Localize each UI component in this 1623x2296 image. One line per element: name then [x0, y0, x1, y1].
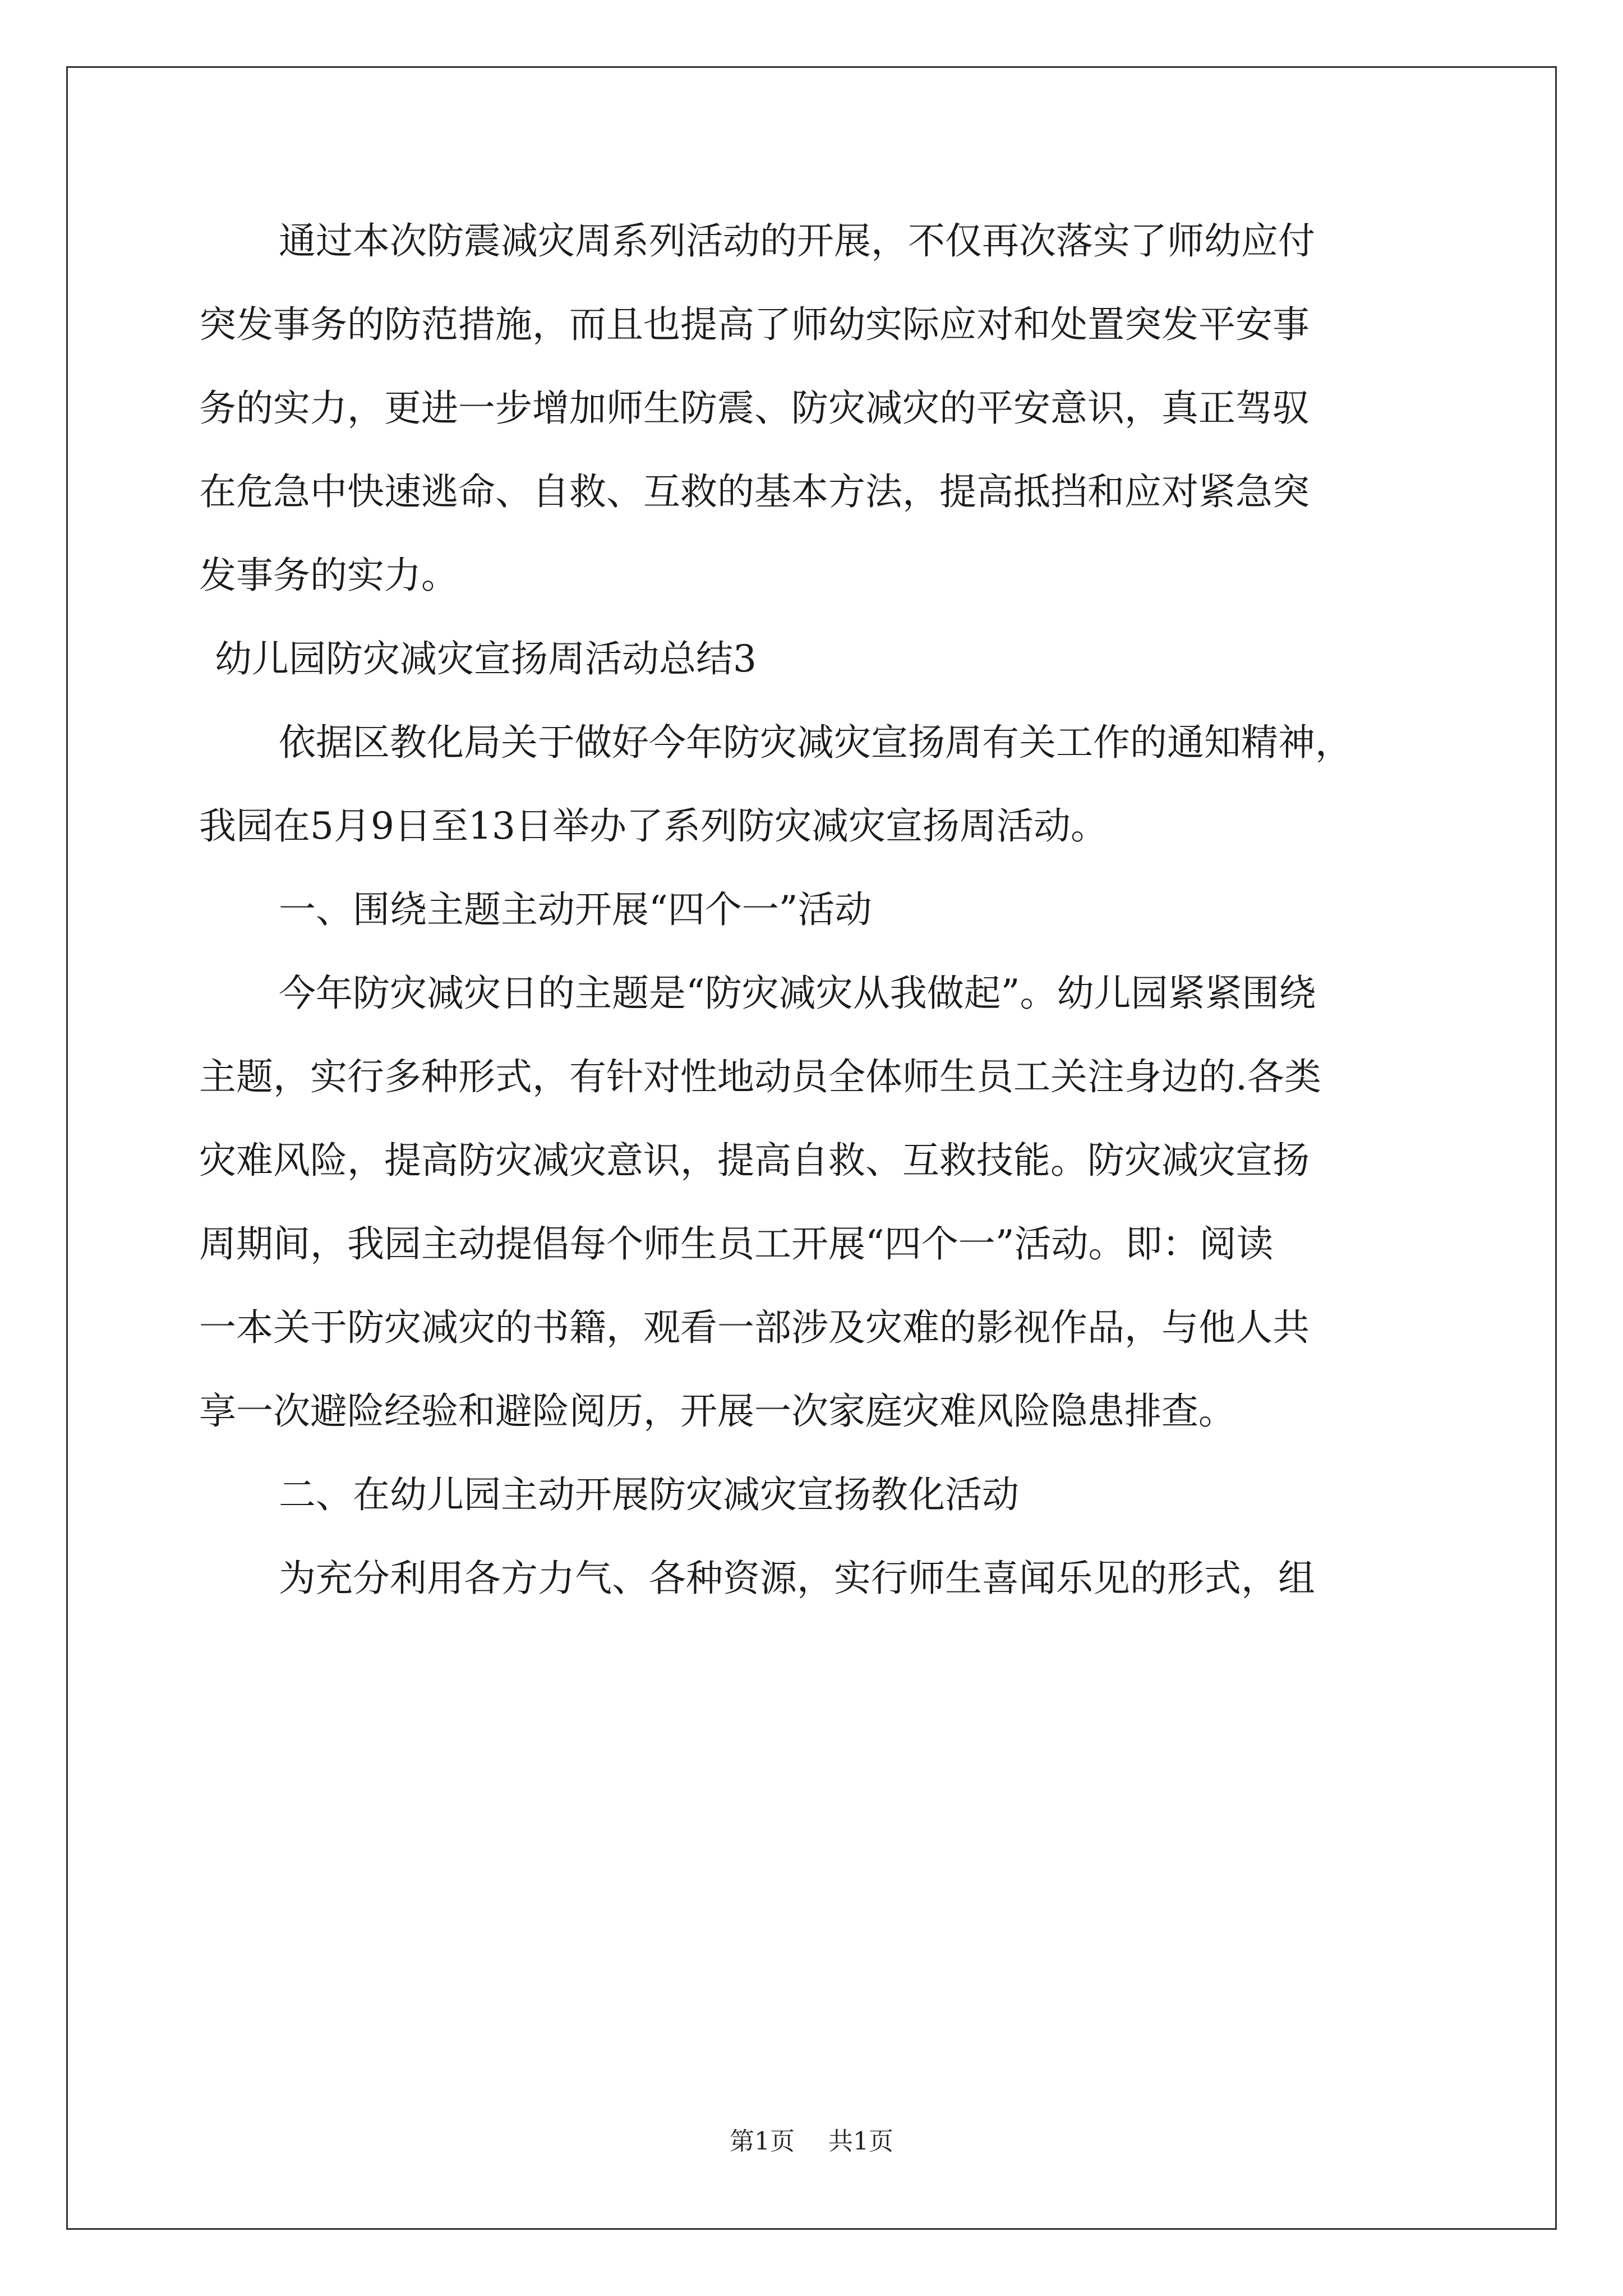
paragraph-line: 周期间，我园主动提倡每个师生员工开展“四个一”活动。即：阅读: [199, 1222, 1274, 1266]
paragraph-line: 我园在5月9日至13日举办了系列防灾减灾宣扬周活动。: [199, 804, 1108, 848]
paragraph-line: 一本关于防灾减灾的书籍，观看一部涉及灾难的影视作品，与他人共: [199, 1306, 1310, 1349]
paragraph-line: 灾难风险，提高防灾减灾意识，提高自救、互救技能。防灾减灾宣扬: [199, 1139, 1310, 1182]
paragraph-line: 主题，实行多种形式，有针对性地动员全体师生员工关注身边的.各类: [199, 1055, 1321, 1098]
paragraph-line: 发事务的实力。: [199, 554, 458, 597]
paragraph-line: 享一次避险经验和避险阅历，开展一次家庭灾难风险隐患排查。: [199, 1389, 1235, 1433]
section-heading: 幼儿园防灾减灾宣扬周活动总结3: [215, 637, 757, 680]
subheading: 一、围绕主题主动开展“四个一”活动: [279, 888, 872, 931]
paragraph-line: 在危急中快速逃命、自救、互救的基本方法，提高抵挡和应对紧急突: [199, 470, 1310, 513]
paragraph-line: 务的实力，更进一步增加师生防震、防灾减灾的平安意识，真正驾驭: [199, 386, 1310, 430]
page-total: 共1页: [828, 2127, 893, 2156]
document-body: [199, 199, 1433, 1620]
paragraph-line: 通过本次防震减灾周系列活动的开展，不仅再次落实了师幼应付: [279, 219, 1315, 263]
paragraph-line: 为充分利用各方力气、各种资源，实行师生喜闻乐见的形式，组: [279, 1557, 1315, 1600]
subheading: 二、在幼儿园主动开展防灾减灾宣扬教化活动: [279, 1473, 1019, 1516]
paragraph-line: 依据区教化局关于做好今年防灾减灾宣扬周有关工作的通知精神，: [279, 721, 1352, 764]
paragraph-line: 突发事务的防范措施，而且也提高了师幼实际应对和处置突发平安事: [199, 303, 1310, 346]
paragraph-line: 今年防灾减灾日的主题是“防灾减灾从我做起”。幼儿园紧紧围绕: [279, 972, 1316, 1015]
page-number: 第1页: [730, 2127, 795, 2156]
page-footer: [0, 2125, 1623, 2159]
